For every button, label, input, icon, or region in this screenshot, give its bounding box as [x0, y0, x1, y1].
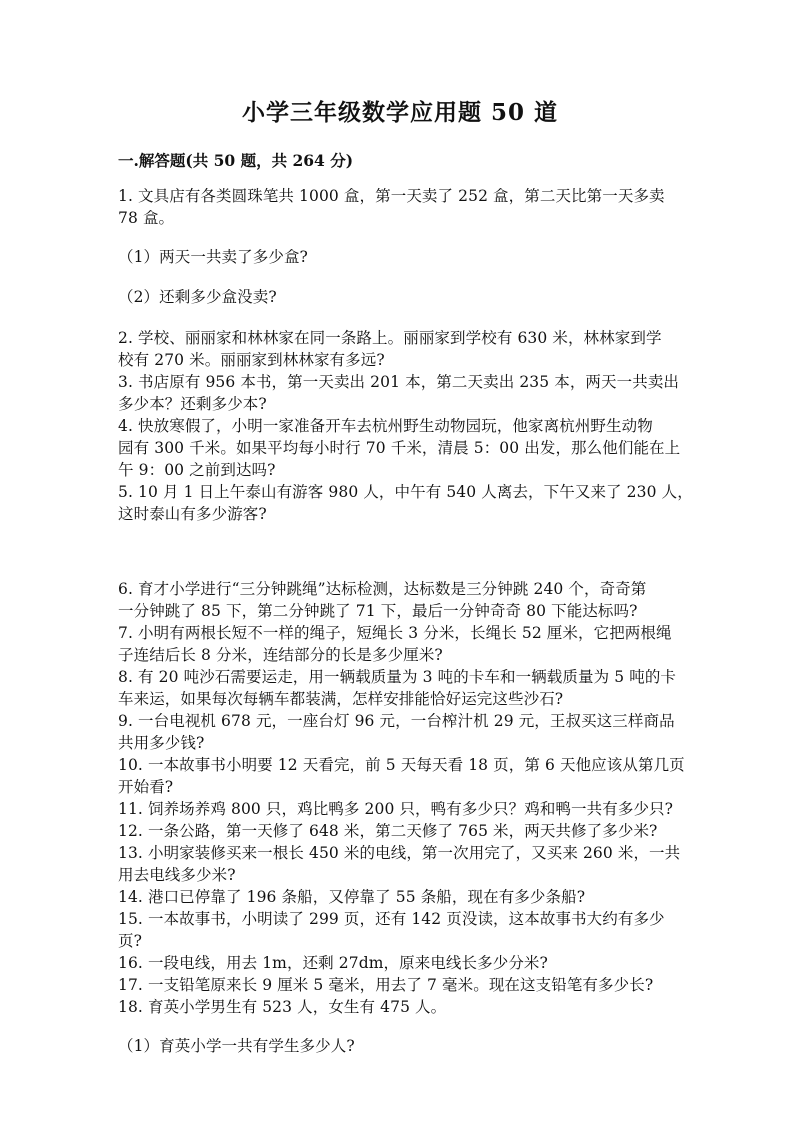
- text-line: 17. 一支铅笔原来长 9 厘米 5 毫米，用去了 7 毫米。现在这支铅笔有多少长?: [118, 976, 654, 994]
- text-line: 午 9：00 之前到达吗?: [118, 461, 276, 479]
- section-heading: 一.解答题(共 50 题，共 264 分): [118, 151, 354, 170]
- text-line: 子连结后长 8 分米，连结部分的长是多少厘米?: [118, 646, 443, 664]
- text-line: 11. 饲养场养鸡 800 只，鸡比鸭多 200 只，鸭有多少只？鸡和鸭一共有多少只?: [118, 800, 674, 818]
- text-line: 这时泰山有多少游客?: [118, 505, 267, 523]
- text-line: 14. 港口已停靠了 196 条船，又停靠了 55 条船，现在有多少条船?: [118, 888, 586, 906]
- text-line: 4. 快放寒假了，小明一家准备开车去杭州野生动物园玩，他家离杭州野生动物: [118, 417, 653, 435]
- text-line: （1）两天一共卖了多少盒?: [118, 248, 308, 266]
- text-line: （1）育英小学一共有学生多少人?: [118, 1037, 355, 1055]
- text-line: 8. 有 20 吨沙石需要运走，用一辆载质量为 3 吨的卡车和一辆载质量为 5 吨的卡: [118, 668, 677, 686]
- text-line: 18. 育英小学男生有 523 人，女生有 475 人。: [118, 998, 447, 1016]
- text-line: 共用多少钱?: [118, 734, 205, 752]
- page-title: 小学三年级数学应用题 50 道: [241, 99, 559, 126]
- text-line: 78 盒。: [118, 209, 175, 227]
- text-line: 园有 300 千米。如果平均每小时行 70 千米，清晨 5：00 出发，那么他们能在上: [118, 439, 681, 457]
- text-line: 16. 一段电线，用去 1m，还剩 27dm，原来电线长多少分米?: [118, 954, 548, 972]
- text-line: 13. 小明家装修买来一根长 450 米的电线，第一次用完了，又买来 260 米，一共: [118, 844, 681, 862]
- text-line: 用去电线多少米?: [118, 866, 236, 884]
- text-line: 车来运，如果每次每辆车都装满，怎样安排能恰好运完这些沙石?: [118, 690, 564, 708]
- text-line: 10. 一本故事书小明要 12 天看完，前 5 天每天看 18 页，第 6 天他应该从第几页: [118, 756, 685, 774]
- text-line: 12. 一条公路，第一天修了 648 米，第二天修了 765 米，两天共修了多少米?: [118, 822, 658, 840]
- text-line: 5. 10 月 1 日上午泰山有游客 980 人，中午有 540 人离去，下午又来了 230 人，: [118, 483, 693, 501]
- text-line: 开始看?: [118, 778, 174, 796]
- text-line: 9. 一台电视机 678 元，一座台灯 96 元，一台榨汁机 29 元，王叔买这三样商品: [118, 712, 675, 730]
- text-line: 页?: [118, 932, 143, 950]
- text-line: 3. 书店原有 956 本书，第一天卖出 201 本，第二天卖出 235 本，两天一共卖出: [118, 373, 680, 391]
- text-line: （2）还剩多少盒没卖?: [118, 288, 277, 306]
- text-line: 1. 文具店有各类圆珠笔共 1000 盒，第一天卖了 252 盒，第二天比第一天多卖: [118, 187, 665, 205]
- text-line: 6. 育才小学进行“三分钟跳绳”达标检测，达标数是三分钟跳 240 个，奇奇第: [118, 580, 647, 598]
- text-line: 7. 小明有两根长短不一样的绳子，短绳长 3 分米，长绳长 52 厘米，它把两根绳: [118, 624, 672, 642]
- text-line: 一分钟跳了 85 下，第二分钟跳了 71 下，最后一分钟奇奇 80 下能达标吗?: [118, 602, 638, 620]
- text-line: 多少本？还剩多少本?: [118, 395, 267, 413]
- text-line: 2. 学校、丽丽家和林林家在同一条路上。丽丽家到学校有 630 米，林林家到学: [118, 329, 662, 347]
- text-line: 校有 270 米。丽丽家到林林家有多远?: [118, 351, 385, 369]
- text-line: 15. 一本故事书，小明读了 299 页，还有 142 页没读，这本故事书大约有多少: [118, 910, 665, 928]
